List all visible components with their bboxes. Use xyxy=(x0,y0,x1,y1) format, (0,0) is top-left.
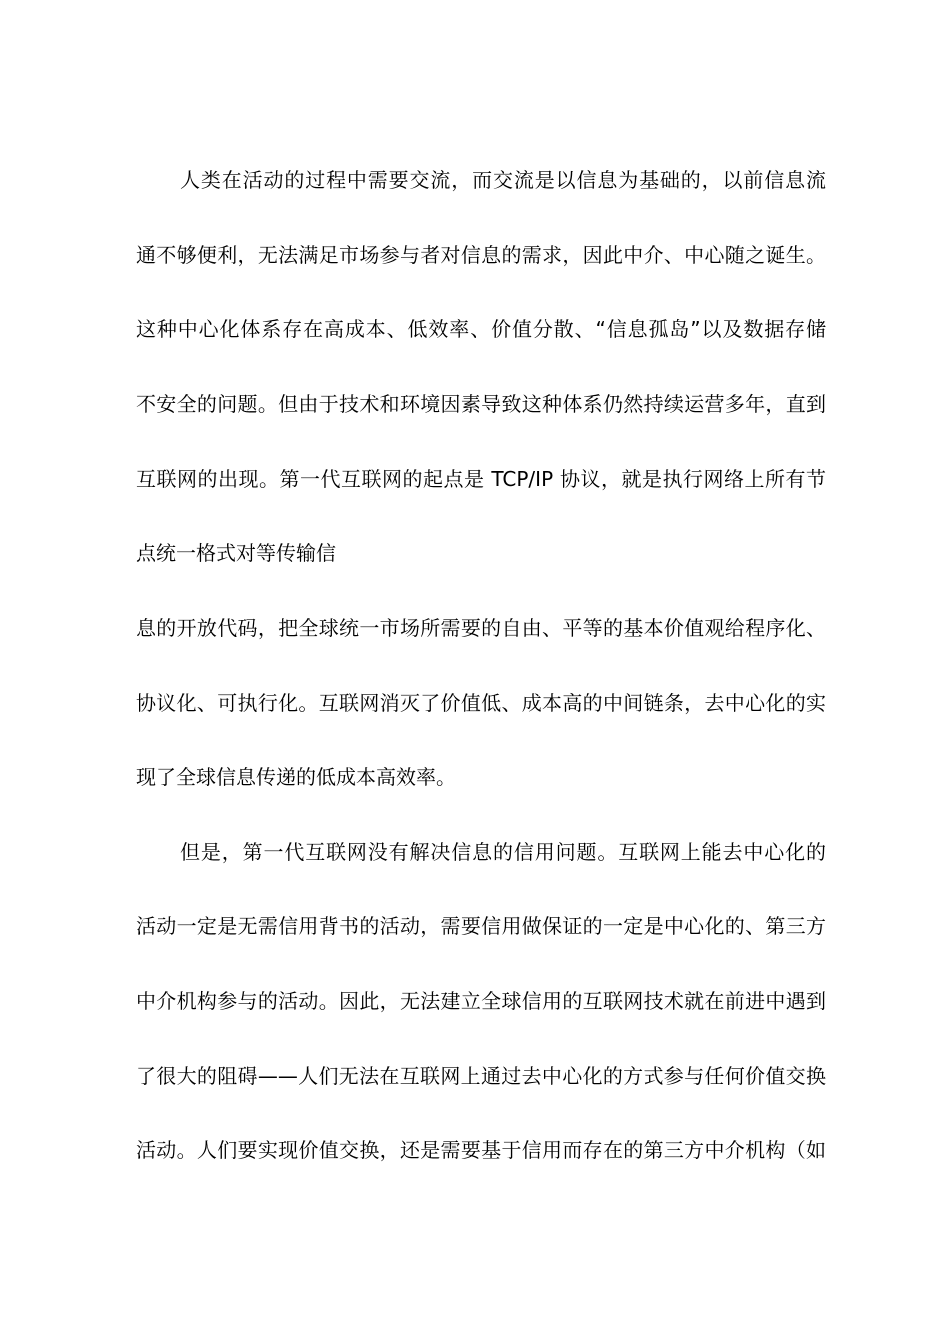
paragraph-3-line-4: 了很大的阻碍——人们无法在互联网上通过去中心化的方式参与任何价值交换 xyxy=(136,1064,826,1088)
paragraph-3-line-2: 活动一定是无需信用背书的活动，需要信用做保证的一定是中心化的、第三方 xyxy=(136,914,826,938)
paragraph-3-line-1: 但是，第一代互联网没有解决信息的信用问题。互联网上能去中心化的 xyxy=(180,840,826,864)
paragraph-1-line-3: 这种中心化体系存在高成本、低效率、价值分散、“信息孤岛”以及数据存储 xyxy=(136,317,826,341)
paragraph-1-line-4: 不安全的问题。但由于技术和环境因素导致这种体系仍然持续运营多年，直到 xyxy=(136,392,826,416)
paragraph-1-line-1: 人类在活动的过程中需要交流，而交流是以信息为基础的，以前信息流 xyxy=(180,168,826,192)
paragraph-1-line-5: 互联网的出现。第一代互联网的起点是 TCP/IP 协议，就是执行网络上所有节 xyxy=(136,467,826,491)
paragraph-1-line-2: 通不够便利，无法满足市场参与者对信息的需求，因此中介、中心随之诞生。 xyxy=(136,243,826,267)
paragraph-1-line-6: 点统一格式对等传输信 xyxy=(136,541,336,565)
paragraph-3-line-5: 活动。人们要实现价值交换，还是需要基于信用而存在的第三方中介机构（如 xyxy=(136,1138,826,1162)
paragraph-2-line-2: 协议化、可执行化。互联网消灭了价值低、成本高的中间链条，去中心化的实 xyxy=(136,691,826,715)
paragraph-3-line-3: 中介机构参与的活动。因此，无法建立全球信用的互联网技术就在前进中遇到 xyxy=(136,989,826,1013)
paragraph-2-line-3: 现了全球信息传递的低成本高效率。 xyxy=(136,765,456,789)
paragraph-2-line-1: 息的开放代码，把全球统一市场所需要的自由、平等的基本价值观给程序化、 xyxy=(136,616,826,640)
